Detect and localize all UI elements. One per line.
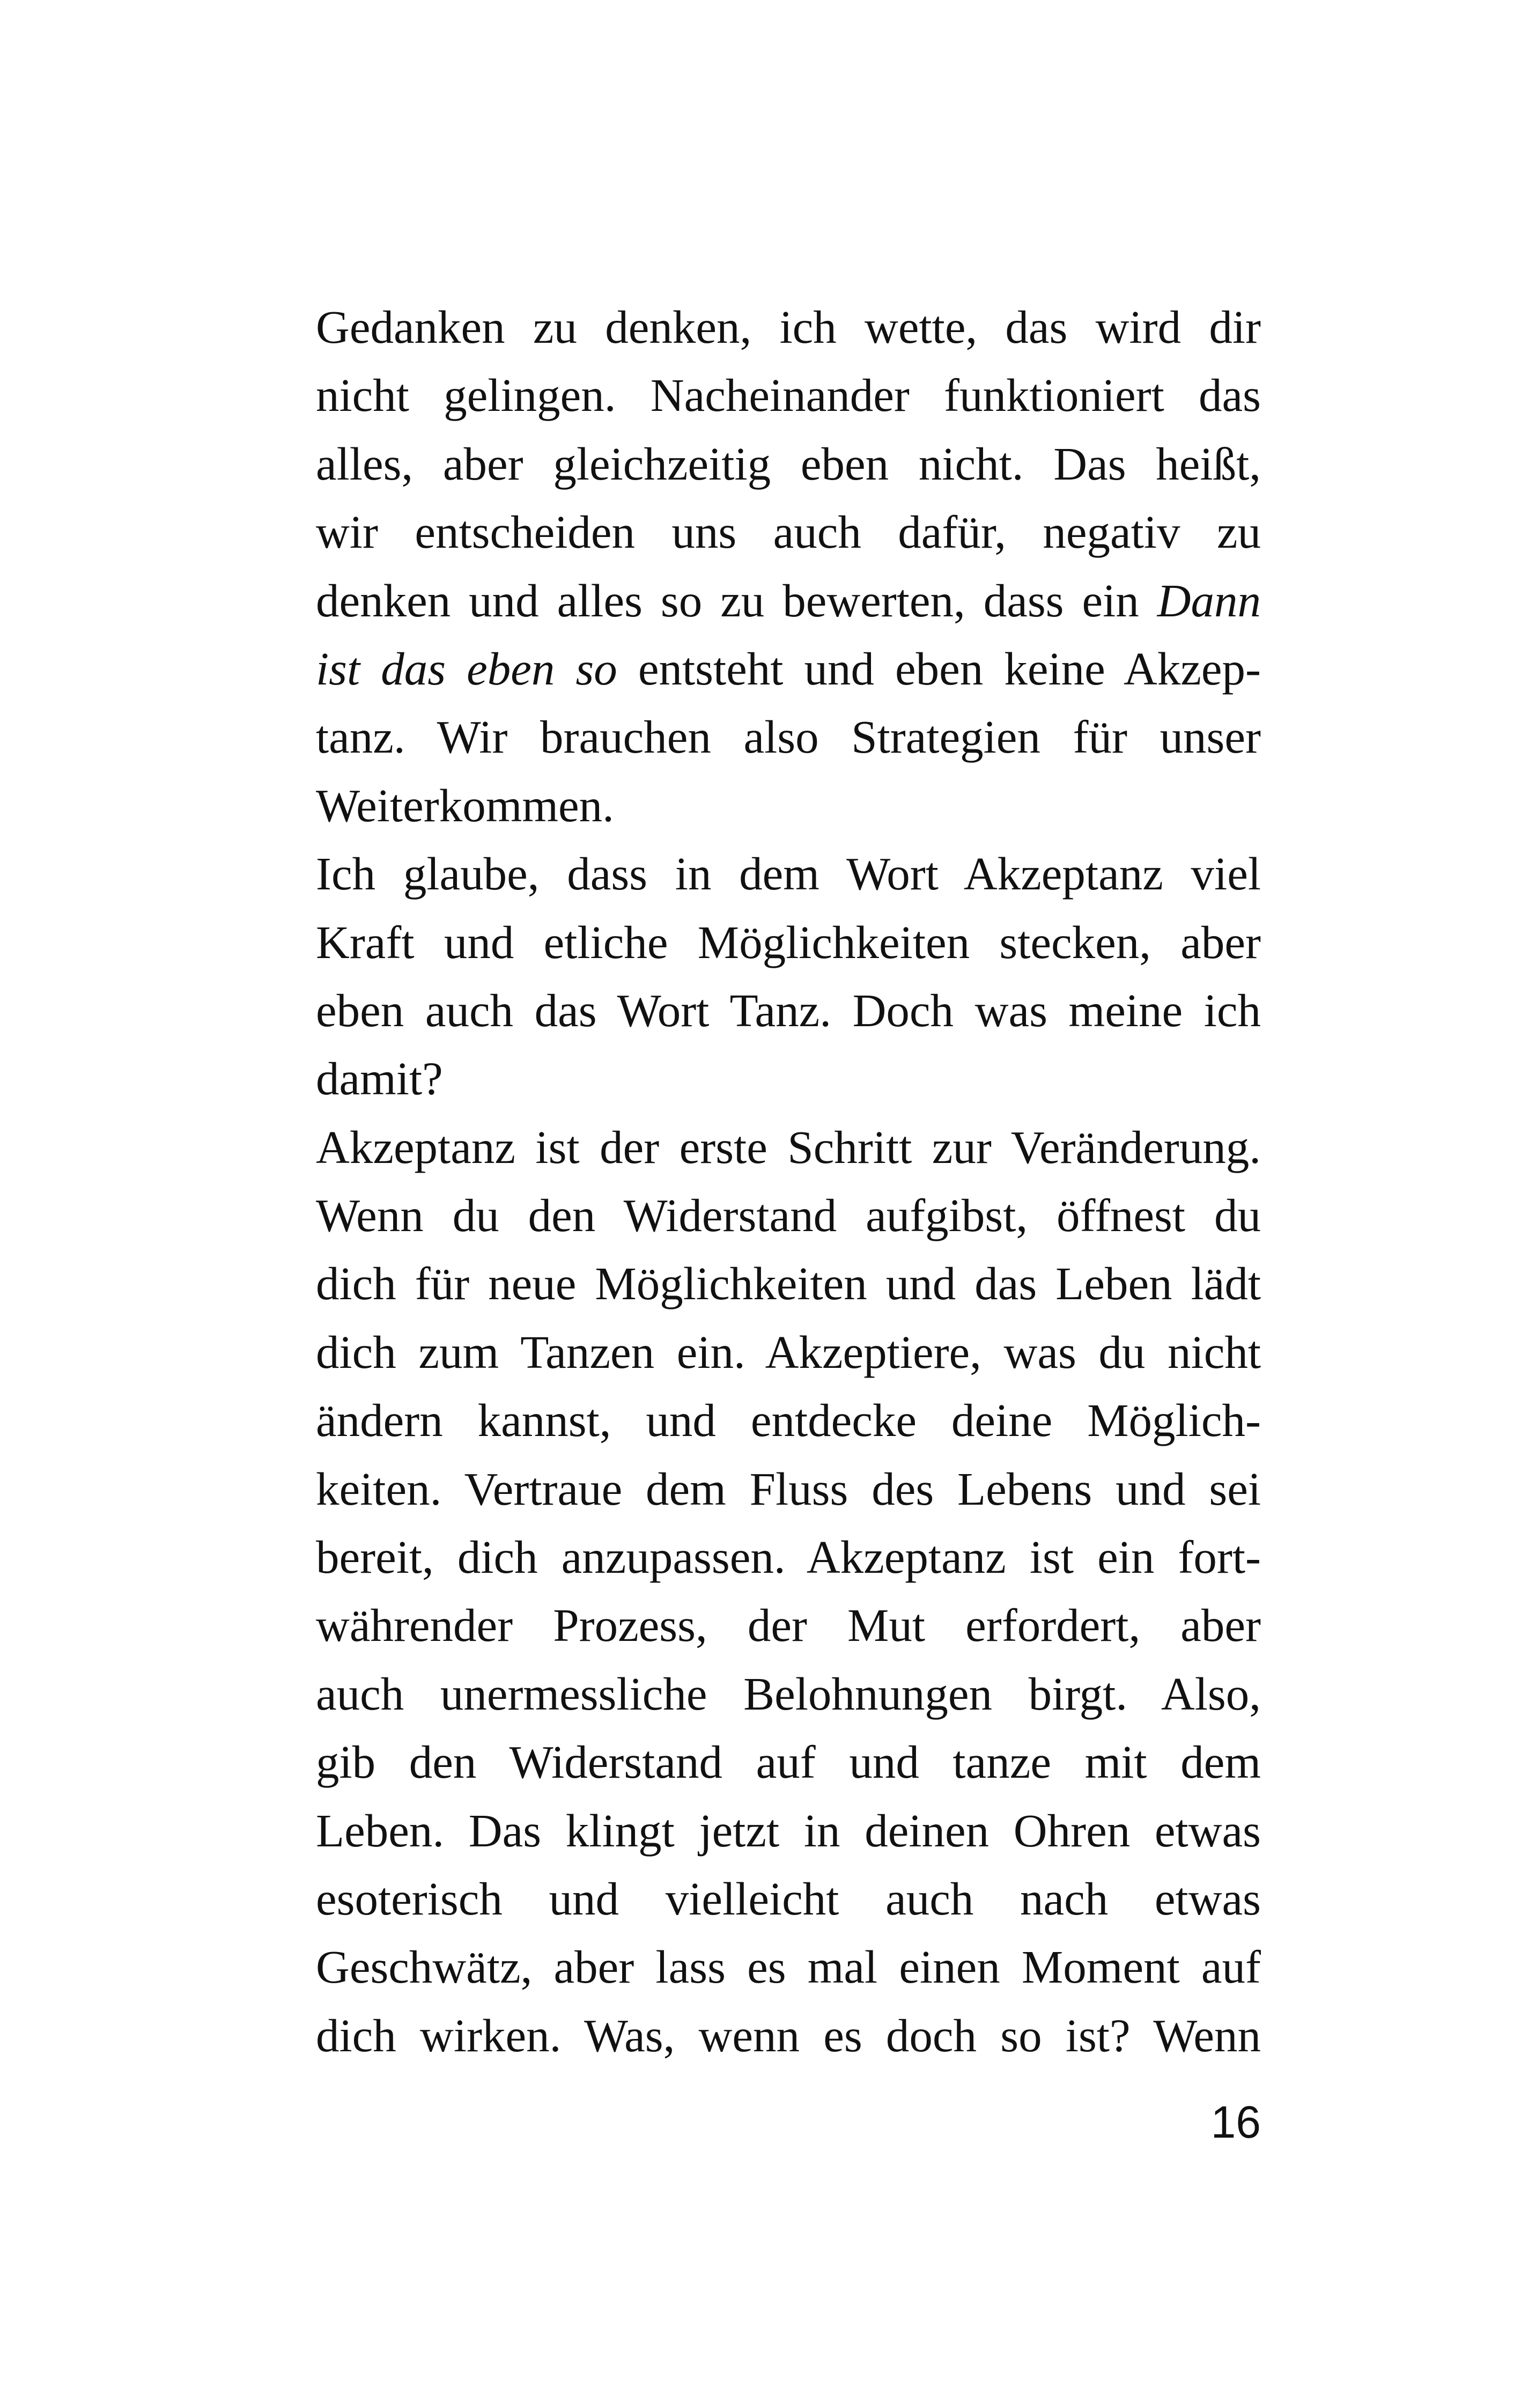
text-line bbox=[316, 361, 1261, 429]
text-line bbox=[316, 635, 1261, 703]
text-line bbox=[316, 976, 1261, 1044]
text-line bbox=[316, 1933, 1261, 2001]
line-text: keiten. Vertraue dem Fluss des Lebens und sei bbox=[316, 1462, 1261, 1515]
line-text: Leben. Das klingt jetzt in deinen Ohren etwas bbox=[316, 1804, 1261, 1857]
text-line bbox=[316, 1796, 1261, 1865]
line-text: gib den Widerstand auf und tanze mit dem bbox=[316, 1736, 1261, 1788]
text-line bbox=[316, 1044, 1261, 1113]
text-line bbox=[316, 1318, 1261, 1386]
text-line bbox=[316, 1113, 1261, 1181]
line-text: entsteht und eben keine Akzep- bbox=[617, 642, 1261, 695]
text-line bbox=[316, 1181, 1261, 1249]
text-line bbox=[316, 1865, 1261, 1933]
text-line bbox=[316, 1386, 1261, 1454]
line-text: Ich glaube, dass in dem Wort Akzeptanz viel bbox=[316, 848, 1261, 900]
line-text: denken und alles so zu bewerten, dass ein bbox=[316, 574, 1157, 627]
line-text: Kraft und etliche Möglichkeiten stecken, aber bbox=[316, 916, 1261, 968]
text-line bbox=[316, 703, 1261, 771]
line-text: auch unermessliche Belohnungen birgt. Also, bbox=[316, 1667, 1261, 1720]
line-text: Geschwätz, aber lass es mal einen Moment auf bbox=[316, 1941, 1261, 1993]
text-line bbox=[316, 1455, 1261, 1523]
line-text: alles, aber gleichzeitig eben nicht. Das heißt, bbox=[316, 437, 1261, 490]
text-line bbox=[316, 293, 1261, 361]
emphasis-text: ist das eben so bbox=[316, 642, 617, 695]
emphasis-text: Dann bbox=[1157, 574, 1261, 627]
line-text: esoterisch und vielleicht auch nach etwas bbox=[316, 1872, 1261, 1925]
body-text bbox=[316, 293, 1261, 2070]
line-text: dich zum Tanzen ein. Akzeptiere, was du nicht bbox=[316, 1325, 1261, 1378]
line-text: bereit, dich anzupassen. Akzeptanz ist ein fort- bbox=[316, 1531, 1261, 1584]
text-line bbox=[316, 1249, 1261, 1317]
line-text: eben auch das Wort Tanz. Doch was meine ich bbox=[316, 984, 1261, 1036]
text-line bbox=[316, 566, 1261, 635]
line-text: Gedanken zu denken, ich wette, das wird dir bbox=[316, 301, 1261, 353]
line-text: nicht gelingen. Nacheinander funktioniert das bbox=[316, 369, 1261, 422]
text-line bbox=[316, 1591, 1261, 1659]
text-line bbox=[316, 840, 1261, 908]
text-line bbox=[316, 1728, 1261, 1796]
text-line bbox=[316, 498, 1261, 566]
line-text: Weiterkommen. bbox=[316, 779, 614, 831]
line-text: ändern kannst, und entdecke deine Möglich- bbox=[316, 1394, 1261, 1447]
page-number: 16 bbox=[1210, 2097, 1261, 2147]
line-text: währender Prozess, der Mut erfordert, aber bbox=[316, 1599, 1261, 1652]
line-text: dich für neue Möglichkeiten und das Leben lädt bbox=[316, 1257, 1261, 1310]
text-line bbox=[316, 430, 1261, 498]
text-line bbox=[316, 1660, 1261, 1728]
line-text: Wenn du den Widerstand aufgibst, öffnest du bbox=[316, 1189, 1261, 1242]
text-line bbox=[316, 908, 1261, 976]
text-line bbox=[316, 2001, 1261, 2070]
line-text: dich wirken. Was, wenn es doch so ist? Wenn bbox=[316, 2009, 1261, 2061]
line-text: damit? bbox=[316, 1052, 443, 1105]
line-text: wir entscheiden uns auch dafür, negativ zu bbox=[316, 506, 1261, 558]
line-text: tanz. Wir brauchen also Strategien für unser bbox=[316, 711, 1261, 763]
line-text: Akzeptanz ist der erste Schritt zur Veränderung. bbox=[316, 1121, 1261, 1173]
text-line bbox=[316, 1523, 1261, 1591]
text-line bbox=[316, 771, 1261, 840]
